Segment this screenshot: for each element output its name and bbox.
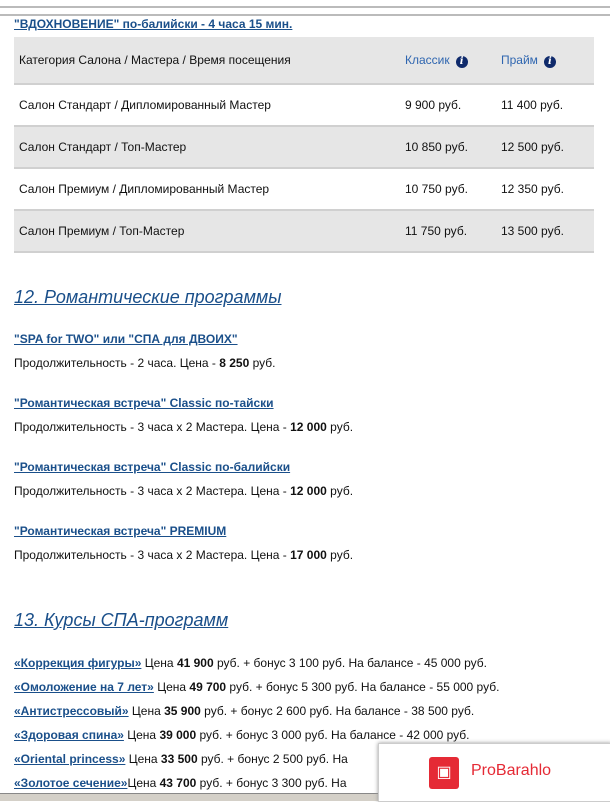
cell: 10 850 руб. [400,126,496,168]
price-label: Цена [125,752,161,766]
duration-text: Продолжительность - 3 часа х 2 Мастера. Цена - [14,548,291,562]
romantic-program-details [14,484,353,498]
cell: 10 750 руб. [400,168,496,210]
price-label: Цена [128,704,165,718]
price-label: Цена [153,680,190,694]
bonus-text: руб. + бонус 2 600 руб. На балансе - 38 500 руб. [200,704,475,718]
logo-icon: ▣ [429,757,459,789]
price: 12 000 [290,420,327,434]
romantic-program-details [14,548,353,562]
romantic-program-link[interactable]: "Романтическая встреча" Classic по-тайски [14,396,274,410]
course-item [14,752,348,766]
duration-text: Продолжительность - 3 часа х 2 Мастера. Цена - [14,484,291,498]
bonus-text: руб. + бонус 3 000 руб. На балансе - 42 000 руб. [196,728,470,742]
course-item [14,704,474,718]
bonus-text: руб. + бонус 3 100 руб. На балансе - 45 000 руб. [213,656,487,670]
cell: Салон Стандарт / Топ-Мастер [14,126,400,168]
col-classic[interactable]: Классик [405,52,450,67]
course-link[interactable]: «Здоровая спина» [14,728,124,742]
course-link[interactable]: «Oriental princess» [14,752,126,766]
price-label: Цена [127,776,160,790]
section-title-romantic: 12. Романтические программы [14,287,282,307]
cell: Салон Стандарт / Дипломированный Мастер [14,84,400,126]
cell: 13 500 руб. [496,210,594,252]
price-label: Цена [123,728,160,742]
course-link[interactable]: «Коррекция фигуры» [14,656,142,670]
section-title-courses: 13. Курсы СПА-программ [14,610,229,630]
course-item [14,656,487,670]
col-prime[interactable]: Прайм [501,52,538,67]
cell: 11 750 руб. [400,210,496,252]
romantic-program-link[interactable]: "Романтическая встреча" Classic по-балийски [14,460,291,474]
top-border [0,6,610,8]
program-link-vdohnovenie[interactable]: "ВДОХНОВЕНИЕ" по-балийски - 4 часа 15 мин. [14,17,293,31]
currency: руб. [326,484,354,498]
currency: руб. [326,548,354,562]
price: 35 900 [164,704,201,718]
course-link[interactable]: «Омоложение на 7 лет» [14,680,154,694]
price: 49 700 [189,680,227,694]
price: 43 700 [159,776,197,790]
course-item [14,776,347,790]
duration-text: Продолжительность - 2 часа. Цена - [14,356,220,370]
table-row [14,126,594,168]
price: 8 250 [219,356,250,370]
cell: Салон Премиум / Топ-Мастер [14,210,400,252]
cell: Салон Премиум / Дипломированный Мастер [14,168,400,210]
romantic-program-details [14,356,276,370]
price: 39 000 [159,728,197,742]
info-icon[interactable]: i [544,56,556,68]
ad-brand: ProBarahlo [471,762,552,779]
price: 17 000 [290,548,327,562]
cell: 11 400 руб. [496,84,594,126]
col-category: Категория Салона / Мастера / Время посещения [14,37,400,84]
romantic-program-link[interactable]: "SPA for TWO" или "СПА для ДВОИХ" [14,332,238,346]
info-icon[interactable]: i [456,56,468,68]
price: 41 900 [176,656,214,670]
duration-text: Продолжительность - 3 часа х 2 Мастера. Цена - [14,420,291,434]
table-row [14,210,594,252]
top-border [0,14,610,16]
course-link[interactable]: «Золотое сечение» [14,776,128,790]
price-label: Цена [141,656,177,670]
currency: руб. [249,356,276,370]
cell: 12 500 руб. [496,126,594,168]
price: 12 000 [290,484,327,498]
table-header [14,37,594,84]
bonus-text: руб. + бонус 5 300 руб. На балансе - 55 000 руб. [226,680,500,694]
course-item [14,728,470,742]
table-row [14,168,594,210]
currency: руб. [326,420,354,434]
cell: 9 900 руб. [400,84,496,126]
table-row [14,84,594,126]
romantic-program-link[interactable]: "Романтическая встреча" PREMIUM [14,524,227,538]
romantic-program-details [14,420,353,434]
bonus-text: руб. + бонус 2 500 руб. На [197,752,348,766]
price: 33 500 [160,752,198,766]
ad-banner[interactable] [378,743,610,802]
course-item [14,680,499,694]
course-link[interactable]: «Антистрессовый» [14,704,129,718]
cell: 12 350 руб. [496,168,594,210]
bonus-text: руб. + бонус 3 300 руб. На [196,776,347,790]
price-table [14,37,594,253]
